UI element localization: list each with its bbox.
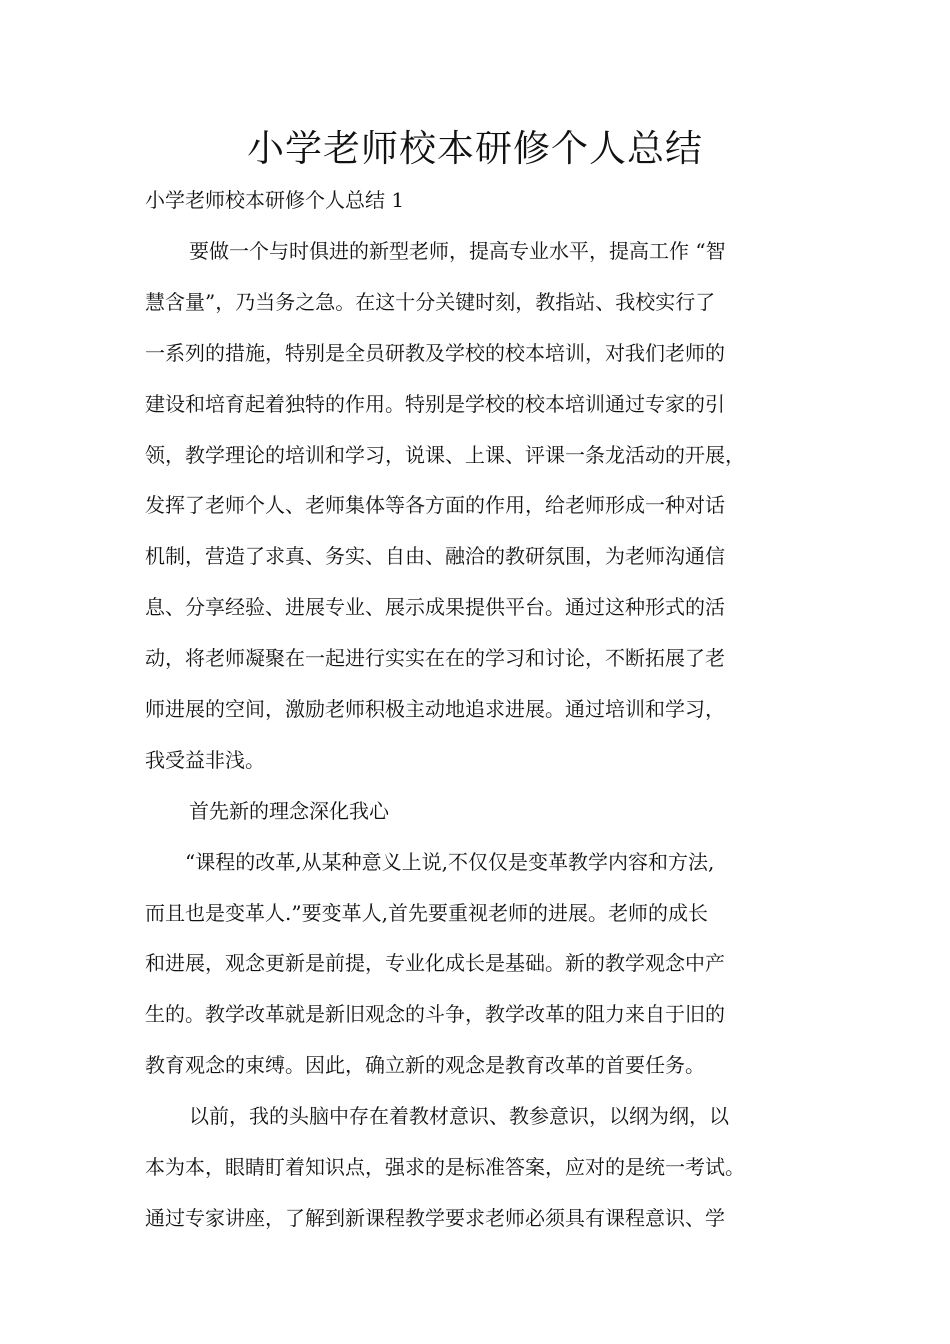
text-line: 要做一个与时俱进的新型老师，提高专业水平，提高工作 “智 [189,239,726,263]
text-line: 通过专家讲座，了解到新课程教学要求老师必须具有课程意识、学 [145,1205,725,1230]
text-line: 教育观念的束缚。因此，确立新的观念是教育改革的首要任务。 [145,1053,705,1078]
text-line: 慧含量”，乃当务之急。在这十分关键时刻，教指站、我校实行了 [145,289,716,314]
text-line: 生的。教学改革就是新旧观念的斗争，教学改革的阻力来自于旧的 [145,1002,725,1027]
text-line: 以前，我的头脑中存在着教材意识、教参意识，以纲为纲，以 [189,1104,729,1129]
text-line: 师进展的空间，激励老师积极主动地追求进展。通过培训和学习， [145,697,725,722]
text-line: 建设和培育起着独特的作用。特别是学校的校本培训通过专家的引 [145,391,725,416]
text-line: 机制，营造了求真、务实、自由、融洽的教研氛围，为老师沟通信 [145,544,725,569]
text-line: 我受益非浅。 [145,747,265,772]
text-line: 而且也是变革人.”要变革人,首先要重视老师的进展。老师的成长 [145,900,708,925]
text-line: “课程的改革,从某种意义上说,不仅仅是变革教学内容和方法, [185,849,715,874]
document-subtitle: 小学老师校本研修个人总结 1 [145,188,405,212]
text-line: 息、分享经验、进展专业、展示成果提供平台。通过这种形式的活 [145,595,725,620]
text-line: 领，教学理论的培训和学习，说课、上课、评课一条龙活动的开展， [145,442,745,467]
text-line: 本为本，眼睛盯着知识点，强求的是标准答案，应对的是统一考试。 [145,1155,745,1180]
text-line: 一系列的措施，特别是全员研教及学校的校本培训，对我们老师的 [145,340,725,365]
section-heading: 首先新的理念深化我心 [189,798,389,823]
document-title: 小学老师校本研修个人总结 [247,127,703,170]
text-line: 和进展，观念更新是前提，专业化成长是基础。新的教学观念中产 [145,951,725,976]
document-body [145,232,815,1250]
text-line: 发挥了老师个人、老师集体等各方面的作用，给老师形成一种对话 [145,493,725,518]
text-line: 动，将老师凝聚在一起进行实实在在的学习和讨论，不断拓展了老 [145,646,725,671]
